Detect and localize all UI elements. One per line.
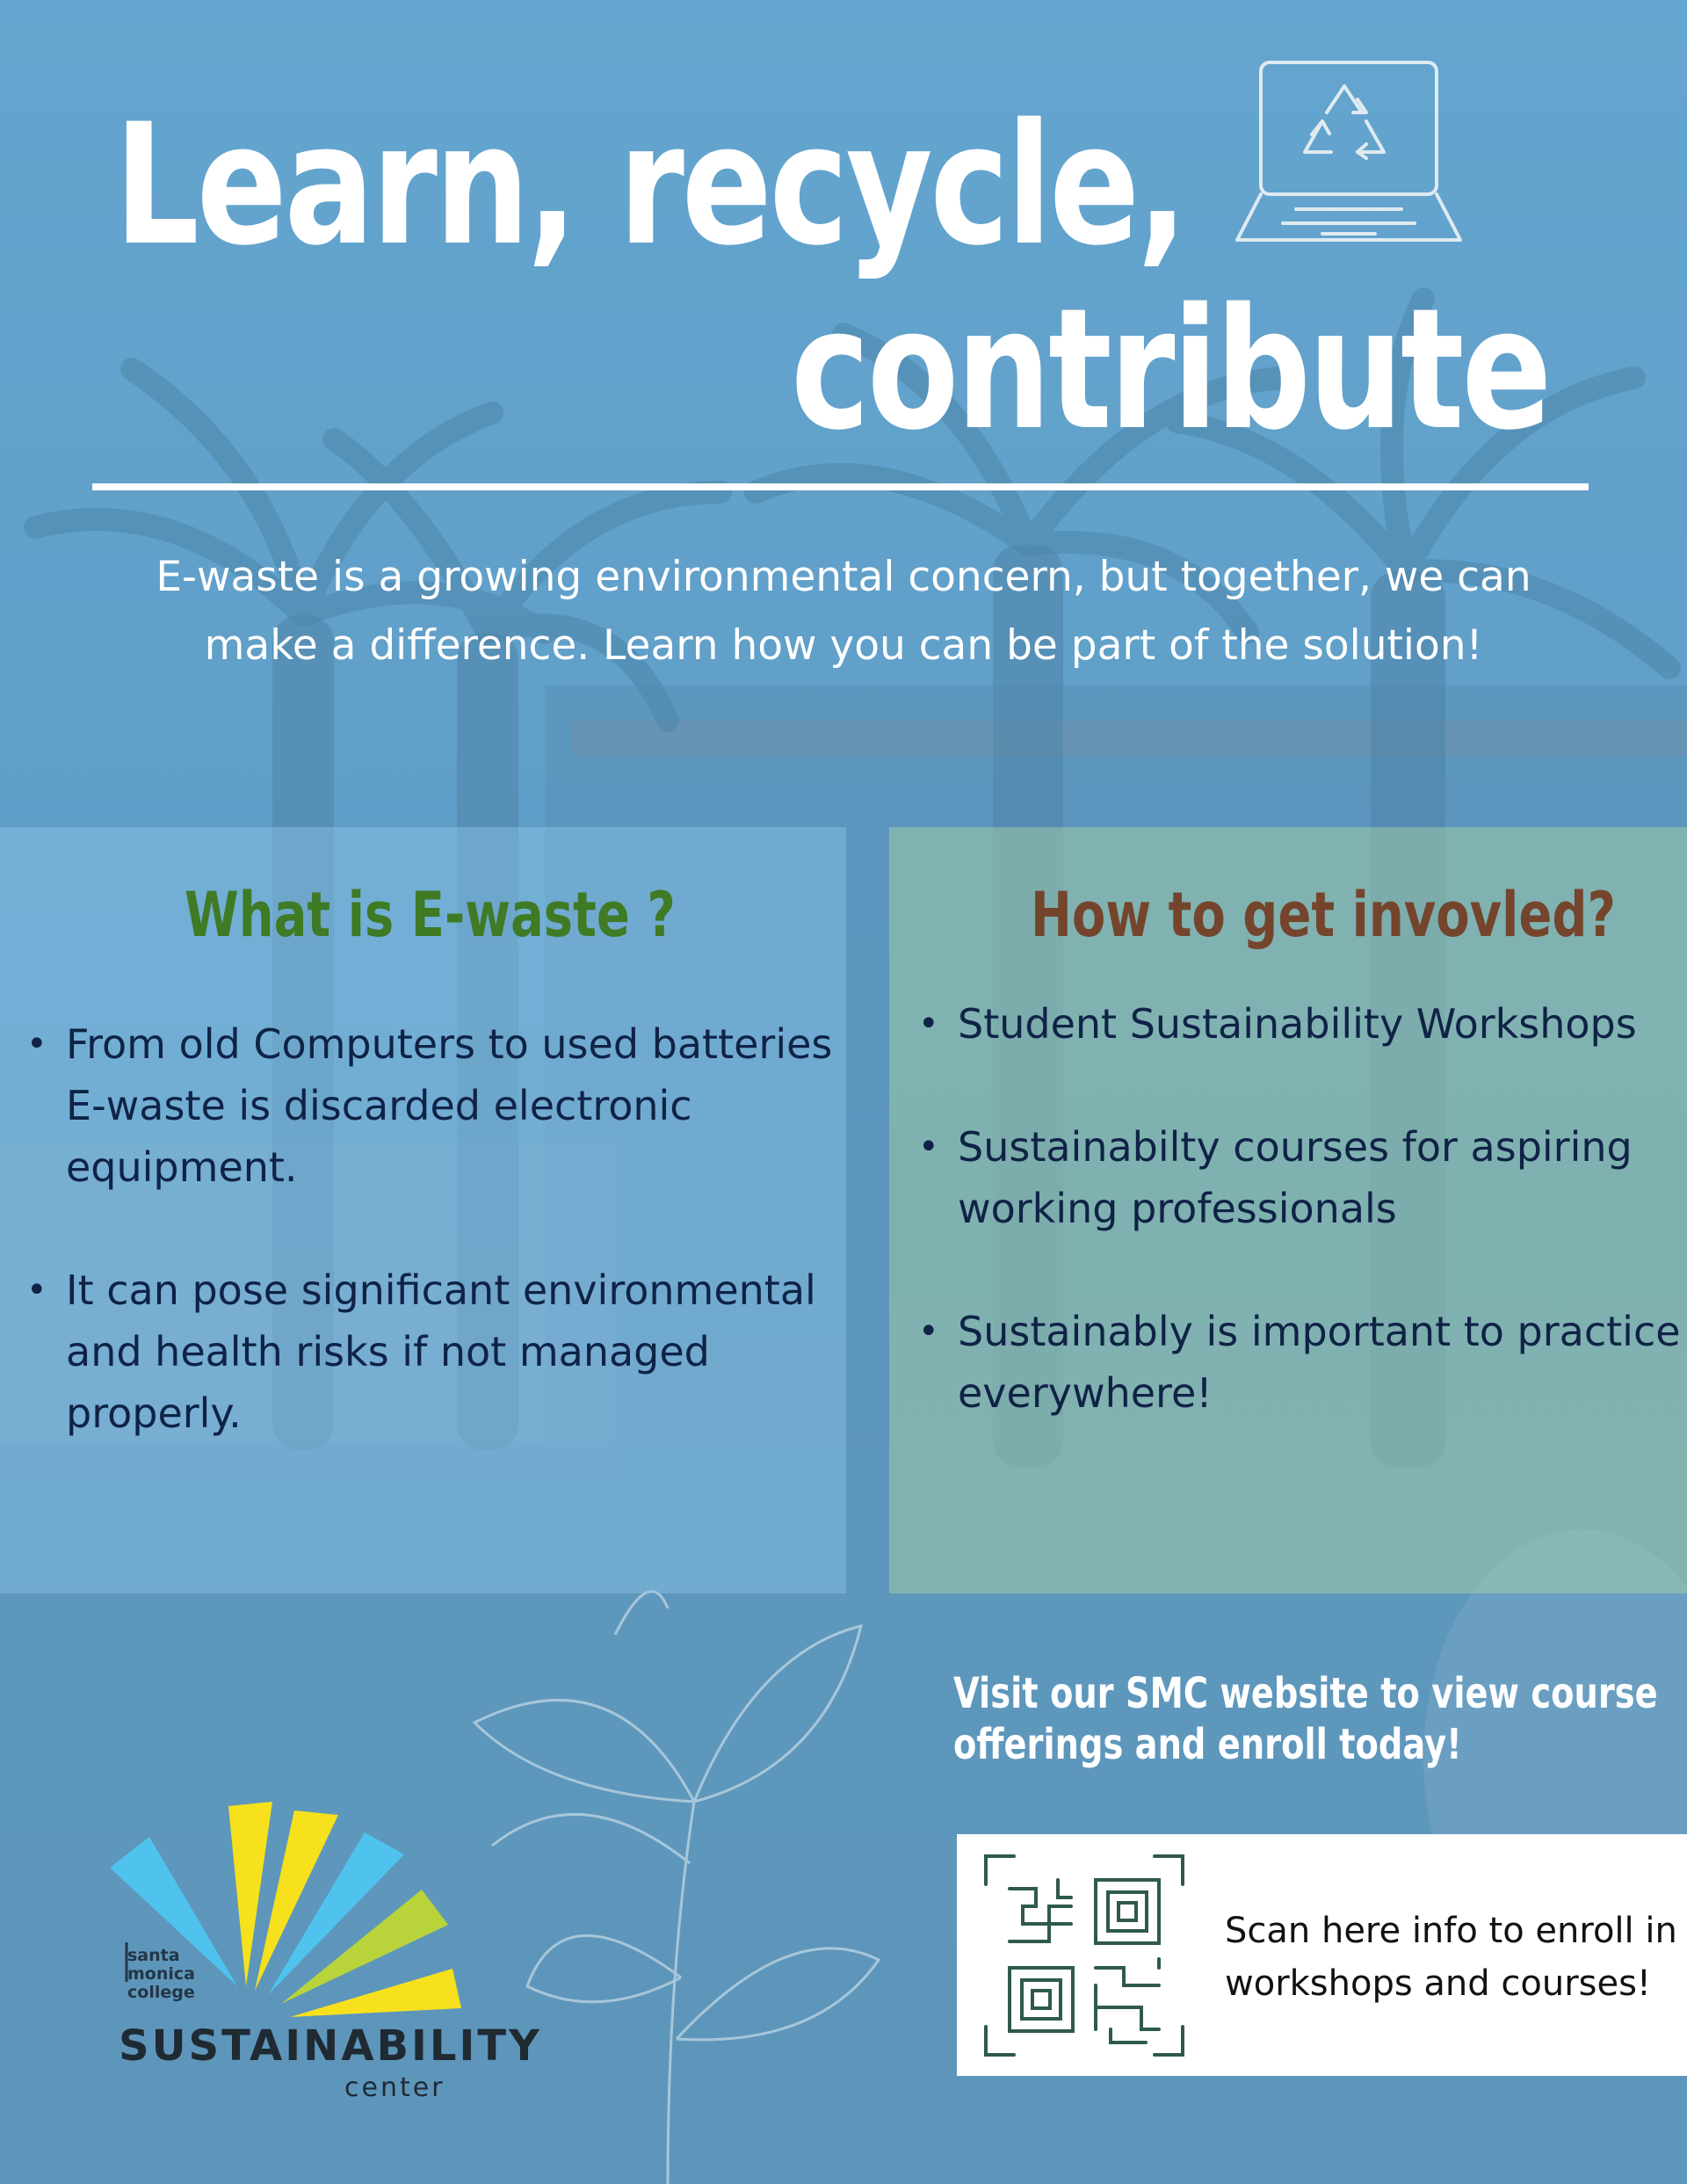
list-item: • From old Computers to used batteries E-waste is discarded electronic equipment.: [26, 1013, 835, 1198]
cta-line-1: Visit our SMC website to view course: [953, 1669, 1658, 1718]
headline-line-2: contribute: [791, 272, 1550, 467]
what-is-ewaste-heading: What is E-waste ?: [185, 879, 676, 951]
list-item: • It can pose significant environmental and health risks if not managed properly.: [26, 1259, 835, 1444]
headline-line-1: Learn, recycle,: [114, 88, 1185, 282]
cta-line-2: offerings and enroll today!: [953, 1720, 1462, 1769]
qr-code-icon[interactable]: [983, 1854, 1185, 2057]
how-to-get-involved-heading: How to get invovled?: [1031, 879, 1616, 951]
intro-text: E-waste is a growing environmental concern, but together, we can make a difference. Learn how you can be part of the solution!: [156, 553, 1531, 670]
logo-title: SUSTAINABILITY: [119, 2021, 542, 2071]
qr-enroll-card[interactable]: [957, 1834, 1687, 2076]
list-item: • Student Sustainability Workshops: [918, 993, 1683, 1055]
list-item: • Sustainabilty courses for aspiring working professionals: [918, 1116, 1683, 1239]
header-divider: [92, 483, 1589, 490]
qr-enroll-text: Scan here info to enroll in workshops and courses!: [1225, 1911, 1677, 2004]
list-item: • Sustainably is important to practice everywhere!: [918, 1301, 1683, 1424]
laptop-recycle-icon: [1234, 60, 1463, 249]
involvement-bullet-list: [918, 993, 1683, 1485]
logo-subtitle: center: [344, 2072, 445, 2103]
logo-college-line-2: monica: [127, 1964, 195, 1984]
website-call-to-action: [953, 1668, 1658, 1770]
logo-college-line-1: santa: [127, 1946, 180, 1965]
ewaste-bullet-list: [26, 1013, 835, 1506]
logo-college-name: [127, 1947, 233, 2002]
logo-college-line-3: college: [127, 1983, 195, 2002]
